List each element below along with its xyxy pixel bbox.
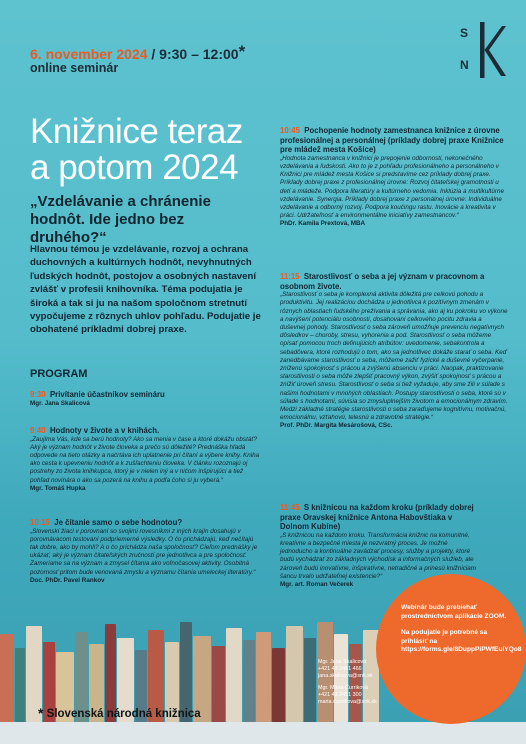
program-item (30, 426, 262, 493)
page-subtitle: „Vzdelávanie a chránenie hodnôt. Ide jedno bez druhého?“ (30, 193, 211, 246)
contact-phone: +421 43 2451 300 (318, 692, 362, 698)
program-title: Je čítanie samo o sebe hodnotou? (54, 518, 183, 527)
program-item (30, 518, 262, 585)
registration-link[interactable]: https://forms.gle/8DuppPiPWfEuiYQo8 (401, 646, 522, 654)
logo-letter-s: S (460, 26, 469, 40)
footer-brand-name: Slovenská národná knižnica (46, 708, 201, 720)
program-time: 11:45 (280, 503, 300, 512)
program-description: „Starostlivosť o seba je komplexná aktivita dôležitá pre celkovú pohodu a produktivitu. Jej realizáciou dochádza u jednotlivca k pozitívnym zmenám v rôznych oblastiach ľudského prežívania a správania, ako aj ku pokroku vo výkone a navýšení potenciálu osobnosti, dosahovaní celkového pocitu zdravia a duševnej pohody. Starostlivosť o seba zároveň umožňuje prevenciu negatívnych dôsledkov – choroby, stresu, vyhorenia a pod. Starostlivosť o seba môžeme opísať pomocou troch definujúcich atribútov: uvedomenie, sebakontrola a sebadôvera, ktoré rozhodujú o tom, ako sa jednotlivec dokáže starať o seba. Keď zanedbávame starostlivosť o seba, môžeme zažiť fyzické a duševné vyčerpanie, zníženú spokojnosť s prácou a zvýšenú absenciu v práci. Naopak, praktizovanie starostlivosti o seba môže zlepšiť pracovný výkon, zvýšiť spokojnosť s prácou a znížiť úroveň stresu. Starostlivosť o seba si tiež vyžaduje, aby sme žili v súlade s našimi hodnotami v mnohých oblastiach. Postupy starostlivosti o seba, ktoré sú v súlade s hodnotami, súvisia so zmysluplnejším životom a emocionálnym zdravím. Medzi základné stratégie starostlivosti o seba zaraďujeme kognitívnu, motivačnú, emocionálnu, vzťahovú, telesnú a zdravotné stratégie.“ (280, 291, 508, 422)
program-description: „S knižnicou na každom kroku. Transformácia knižnic na komunitné, kreatívne a bezpečné miesta je nezvratný proces. Je možné jednoducho a kontinuálne zavádzať procesy, služby a projekty, ktoré budú vychádzať zo základných východísk a informačných služieb, ale zároveň budú inovatívne, inšpiratívne, netradičné a prinesú knižniciam šancu trvalo udržateľnej existencie?“ (280, 531, 477, 580)
snk-logo (460, 18, 506, 80)
program-speaker: Prof. PhDr. Margita Mesárošová, CSc. (280, 422, 393, 430)
lead-paragraph: Hlavnou témou je vzdelávanie, rozvoj a ochrana duchovných a kultúrnych hodnôt, nevyhnutných ľudských hodnôt, postojov a osobných nastavení zvlášť v profesii knihovníka. Téma podujatia je široká a tak si ju na našom spoločnom stretnutí vypočujeme z rôznych uhlov pohľadu. Podujatie je obohatené príkladmi dobrej praxe. (30, 244, 261, 336)
star-icon: * (238, 42, 246, 61)
contact-email[interactable]: maria.curnikova@snk.sk (318, 699, 377, 705)
book-spine (0, 634, 14, 722)
logo-k-icon (460, 18, 506, 80)
program-speaker: Mgr. Tomáš Hupka (30, 484, 86, 492)
contact-name: Mgr. Mária Čurriková (318, 685, 369, 691)
book-spine (304, 638, 316, 722)
asterisk-icon: * (38, 705, 44, 721)
event-format: online seminár (30, 61, 119, 75)
badge-register-text: Na podujatie je potrebné sa prihlásiť na (401, 629, 488, 645)
book-spine (243, 640, 255, 722)
program-item (280, 272, 508, 431)
badge-zoom-text: Webinár bude prebiehať prostredníctvom aplikácie ZOOM. (401, 604, 507, 620)
registration-badge (376, 574, 526, 724)
contacts (318, 659, 377, 706)
program-description: „Zaujíma Vás, kde sa berú hodnoty? Ako sa menia v čase a ktoré dokážu obstáť? Aký je význam hodnôt v živote človeka a prečo sú dôležité? Prednáška hľadá odpovede na tieto otázky a načrtáva ich uplatnenie pri čítaní a výbere knihy. Kniha ako cesta k upevneniu hodnôt a k zušľachteniu človeka. V článku rozoznajú oj postrehy zo života knihkupca, ktorý je v nielen iný a v ničom inšpirujúci a tiež pohľad novinára o ako sa pozerá na knihu a podľa čoho si ju vyberá.“ (30, 435, 260, 484)
book-spine (212, 646, 225, 722)
program-item (30, 390, 260, 408)
program-title: Hodnoty v živote a v knihách. (49, 426, 160, 435)
program-speaker: Mgr. Jana Skalicová (30, 399, 90, 407)
book-spine (226, 628, 242, 722)
shelf-floor (0, 722, 526, 744)
program-time: 11:15 (280, 272, 300, 281)
program-time: 9:30 (30, 390, 46, 399)
book-spine (256, 632, 271, 722)
program-heading: PROGRAM (30, 368, 88, 380)
event-date-day: 6. november 2024 (30, 46, 148, 62)
program-title: Starostlivosť o seba a jej význam v pracovnom a osobnom živote. (280, 272, 485, 291)
contact-phone: +421 43 2451 466 (318, 666, 362, 672)
program-description: „Hodnota zamestnanca v knižnici je prepojenie odbornosti, nekonečného vzdelávania a ľudskosti. Ako to je z pohľadu profesionálneho a personálneho v Knižnici pre mládež mesta Košice si predstavíme cez príklady dobrej praxe. Príklady dobrej praxe z profesionálnej úrovne: Rozvoj čitateľskej gramotnosti u detí a mládeže. Podpora literatúry a kultúrneho vedomia. Inklúzia a multikultúrne vzdelávanie. Synergia. Príklady dobrej praxe z personálnej úrovne: Individuálne vzdelávanie a odborný rozvoj. Podpora koučingu rastu. Inovácie a kreativita v práci. Udržateľnosť a environmentálne iniciatívy zamestnancov.“ (280, 154, 505, 220)
event-time: / 9:30 – 12:00 (147, 46, 239, 62)
program-speaker: Doc. PhDr. Pavel Rankov (30, 576, 105, 584)
program-speaker: PhDr. Kamila Prextová, MBA (280, 220, 366, 228)
program-time: 10:45 (280, 126, 300, 135)
program-time: 10:15 (30, 518, 50, 527)
program-item (280, 126, 508, 229)
program-title: Pochopenie hodnoty zamestnanca knižnice z úrovne profesionálnej a personálnej (príklady dobrej praxe Knižnice pre mládež mesta Košice) (280, 126, 504, 155)
book-spine (15, 648, 25, 722)
book-spine (272, 648, 285, 722)
logo-letter-n: N (460, 58, 469, 72)
footer-brand (38, 705, 201, 721)
page-title (30, 114, 243, 186)
contact-email[interactable]: jana.skalicova@snk.sk (318, 673, 373, 679)
program-description: „Slovenskí žiaci v porovnaní so svojimi rovesníkmi z iných krajín dosahujú v porovnávacom testovaní podpriemerné výsledky. O čo prichádzajú, keď nečítajú tak dobre, ako by mohli? A o čo prichádza naša spoločnosť? Cieľom prednášky je ukázať, aký je význam čitateľských zručností pre jednotlivca a pre spoločnosť. Zameriame sa na význam a zmysel čítania ako voľnočasovej aktivity. Osobitná pozornosť pritom bude venovaná zmyslu a významu čítania umeleckej literatúry.“ (30, 527, 258, 576)
book-spine (286, 626, 303, 722)
program-time: 9:40 (30, 426, 46, 435)
contact-name: Mgr. Jana Skalicová (318, 659, 367, 665)
page-title-line-1: Knižnice teraz (30, 112, 243, 151)
page-title-line-2: a potom 2024 (30, 148, 239, 187)
event-date (30, 42, 245, 62)
program-title: Privítanie účastníkov semináru (49, 390, 165, 399)
program-title: S knižnicou na každom kroku (príklady dobrej praxe Oravskej knižnice Antona Habovštiaka v Dolnom Kubíne) (280, 503, 474, 532)
program-speaker: Mgr. art. Roman Večerek (280, 581, 354, 588)
